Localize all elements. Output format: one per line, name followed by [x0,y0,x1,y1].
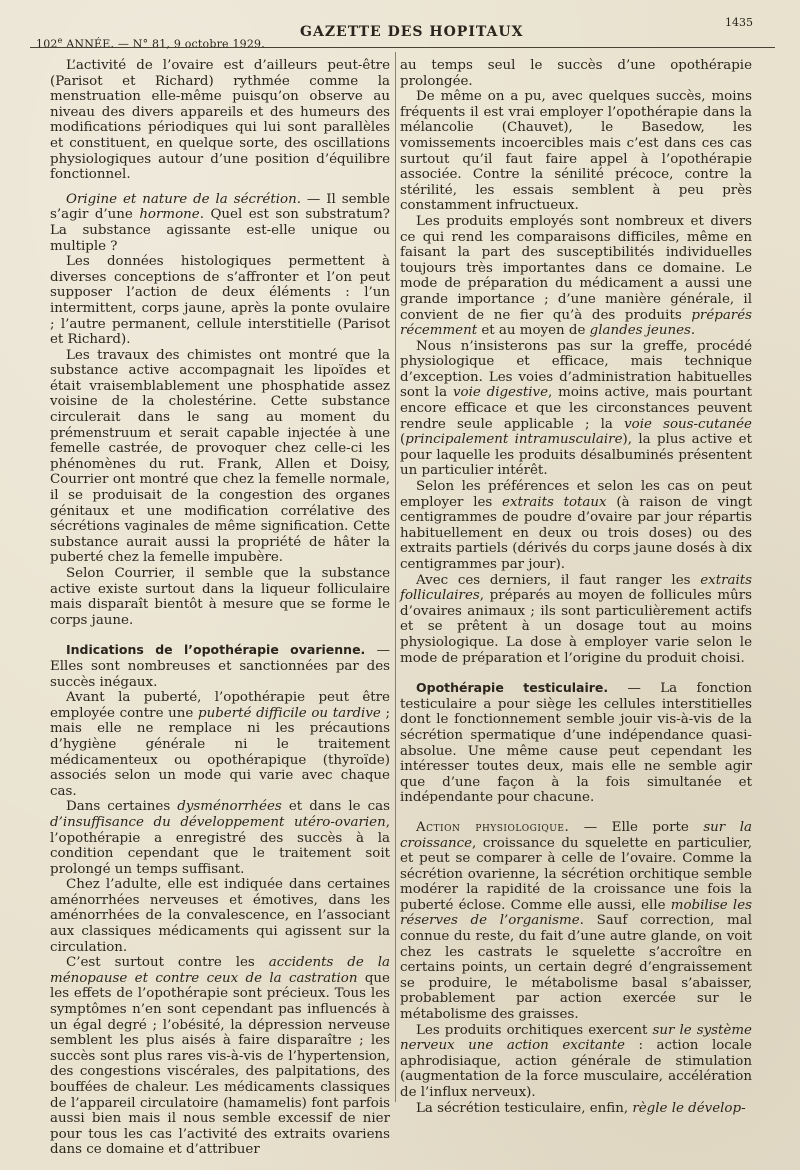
subsection-heading: Action physiologique. [416,819,570,835]
paragraph: Les produits employés sont nombreux et divers ce qui rend les comparaisons difficiles, même en faisant la part des susceptibilités individuelles toujours très importantes dans ce domaine. Le mode de préparation du médicament a aussi une grande importance ; d’une manière générale, il convient de ne fier qu’à des produits préparés récemment et au moyen de glandes jeunes. [400,213,752,339]
left-column [50,58,390,1158]
journal-title: GAZETTE DES HOPITAUX [300,24,524,40]
paragraph: Avec ces derniers, il faut ranger les extraits folliculaires, préparés au moyen de follicules mûrs d’ovaires animaux ; ils sont particulièrement actifs et se prêtent à un dosage tout au moins physiologique. La dose à employer varie selon le mode de préparation et l’origine du produit choisi. [400,572,752,666]
paragraph: Action physiologique. — Elle porte sur la croissance, croissance du squelette en particulier, et peut se comparer à celle de l’ovaire. Comme la sécrétion ovarienne, la sécrétion orchitique semble modérer la rapidité de la croissance une fois la puberté éclose. Comme elle aussi, elle mobilise les réserves de l’organisme. Sauf correction, mal connue du reste, du fait d’une autre glande, on voit chez les castrats le squelette s’accroître en certains points, un certain degré d’engraissement se produire, le métabolisme basal s’abaisser, probablement par action exercée sur le métabolisme des graisses. [400,819,753,1023]
section-heading: Opothérapie testiculaire. [416,680,609,696]
paragraph: Les produits orchitiques exercent sur le système nerveux une action excitante : action locale aphrodisiaque, action générale de stimulation (augmentation de la force musculaire, accélération de l’influx nerveux). [400,1022,752,1100]
header-rule [30,47,775,48]
paragraph: Les travaux des chimistes ont montré que la substance active accompagnait les lipoïdes et était vraisemblablement une phosphatide assez voisine de la cholestérine. Cette substance circulerait dans le sang au moment du prémenstruum et serait capable injectée à une femelle castrée, de provoquer chez celle-ci les phénomènes du rut. Frank, Allen et Doisy, Courrier ont montré que chez la femelle normale, il se produisait de la congestion des organes génitaux et une modification corrélative des sécrétions vaginales de même signification. Cette substance aurait aussi la propriété de hâter la puberté chez la femelle impubère. [50,347,390,566]
paragraph: Selon les préférences et selon les cas on peut employer les extraits totaux (à raison de vingt centigrammes de poudre d’ovaire par jour répartis habituellement en deux ou trois doses) ou des extraits partiels (dérivés du corps jaune dosés à dix centigrammes par jour). [400,479,752,572]
paragraph: Origine et nature de la sécrétion. — Il semble s’agir d’une hormone. Quel est son substratum? La substance agissante est-elle unique ou multiple ? [50,191,390,254]
paragraph: Indications de l’opothérapie ovarienne. — Elles sont nombreuses et sanctionnées par des succès inégaux. [50,642,390,690]
right-column [400,58,752,1116]
paragraph: Dans certaines dysménorrhées et dans le cas d’insuffisance du développement utéro-ovarien, l’opothérapie a enregistré des succès à la condition cependant que le traitement soit prolongé un temps suffisant. [50,799,390,877]
paragraph: De même on a pu, avec quelques succès, moins fréquents il est vrai employer l’opothérapie dans la mélancolie (Chauvet), le Basedow, les vomissements incoercibles mais c’est dans ces cas surtout qu’il faut faire appel à l’opothérapie associée. Contre la sénilité précoce, contre la stérilité, les essais semblent à peu près constamment infructueux. [400,89,752,214]
section-heading: Indications de l’opothérapie ovarienne. [66,642,366,658]
issue-info: 102e ANNÉE. — N° 81, 9 octobre 1929. [36,36,265,51]
paragraph: L’activité de l’ovaire est d’ailleurs peut-être (Parisot et Richard) rythmée comme la menstruation elle-même puisqu’on observe au niveau des divers appareils et des humeurs des modifications périodiques qui lui sont parallèles et constituent, en quelque sorte, des oscillations physiologiques autour d’une position d’équilibre fonctionnel. [50,58,390,183]
paragraph: La sécrétion testiculaire, enfin, règle le dévelop- [416,1100,746,1116]
page-header [30,12,775,52]
paragraph: Les données histologiques permettent à diverses conceptions de s’affronter et l’on peut supposer l’action de deux éléments : l’un intermittent, corps jaune, après la ponte ovulaire ; l’autre permanent, cellule interstitielle (Parisot et Richard). [50,254,390,348]
paragraph: C’est surtout contre les accidents de la ménopause et contre ceux de la castration que les effets de l’opothérapie sont précieux. Tous les symptômes n’en sont cependant pas influencés à un égal degré ; l’obésité, la dépression nerveuse semblent les plus aisés à faire disparaître ; les succès sont plus rares vis-à-vis de l’hypertension, des congestions viscérales, des palpitations, des bouffées de chaleur. Les médicaments classiques de l’appareil circulatoire (hamamelis) font parfois aussi bien mais il nous semble excessif de nier pour tous les cas l’activité des extraits ovariens dans ce domaine et d’attribuer [50,955,390,1158]
paragraph: au temps seul le succès d’une opothérapie prolongée. [400,58,752,89]
paragraph: Selon Courrier, il semble que la substance active existe surtout dans la liqueur folliculaire mais disparaît bientôt à mesure que se forme le corps jaune. [50,566,390,628]
column-divider [395,52,396,1102]
paragraph: Chez l’adulte, elle est indiquée dans certaines aménorrhées nerveuses et émotives, dans les aménorrhées de la convalescence, en l’associant aux classiques médicaments qui agissent sur la circulation. [50,877,390,955]
paragraph: Nous n’insisterons pas sur la greffe, procédé physiologique et efficace, mais technique d’exception. Les voies d’administration habituelles sont la voie digestive, moins active, mais pourtant encore efficace et que les circonstances peuvent rendre seule applicable ; la voie sous-cutanée (principalement intramusculaire), la plus active et pour laquelle les produits désalbuminés présentent un particulier intérêt. [400,338,753,479]
paragraph: Opothérapie testiculaire. — La fonction testiculaire a pour siège les cellules interstitielles dont le fonctionnement semble jouir vis-à-vis de la sécrétion spermatique d’une indépendance quasi-absolue. Une même cause peut cependant les intéresser toutes deux, mais elle ne semble agir que d’une façon à la fois simultanée et indépendante pour chacune. [400,680,752,806]
paragraph: Avant la puberté, l’opothérapie peut être employée contre une puberté difficile ou tardive ; mais elle ne remplace ni les précautions d’hygiène générale ni le traitement médicamenteux ou opothérapique (thyroïde) associés selon un mode qui varie avec chaque cas. [50,690,390,799]
page-number: 1435 [725,16,753,29]
